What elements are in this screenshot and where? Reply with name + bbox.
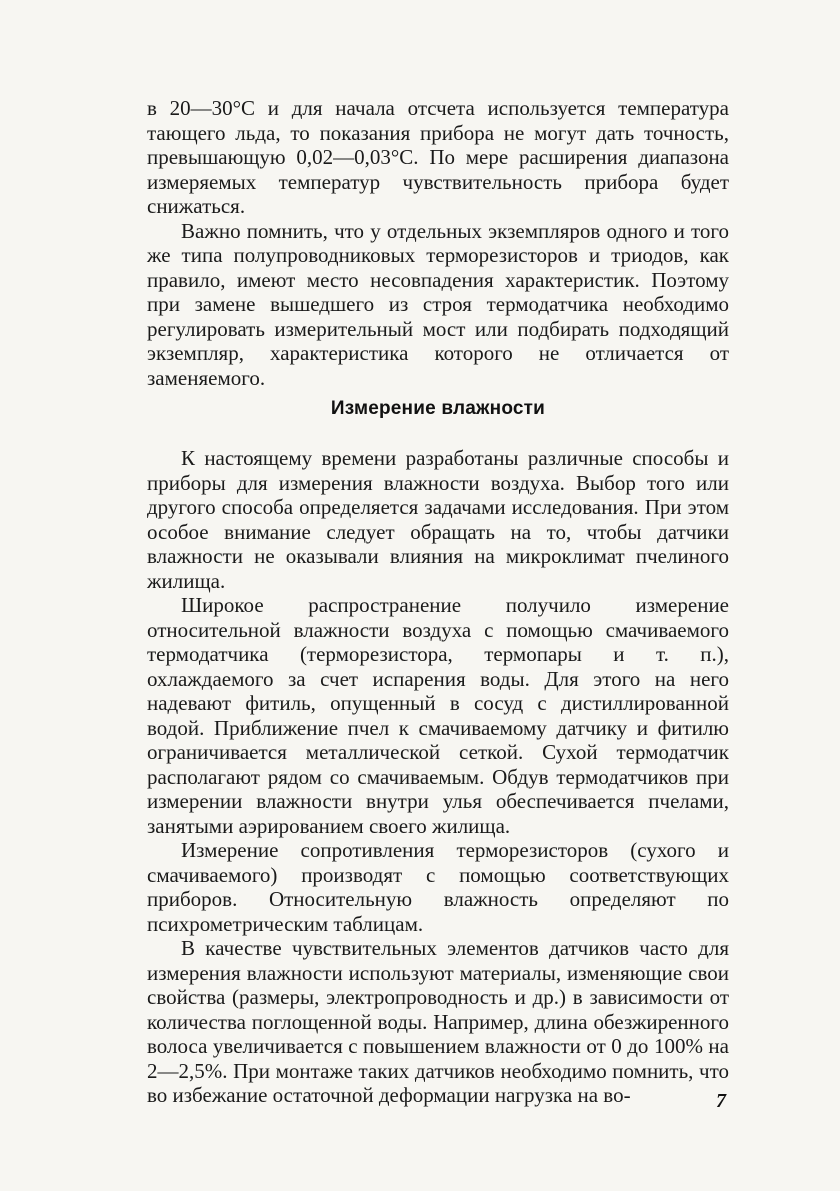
paragraph: Важно помнить, что у отдельных экземпляров одного и того же типа полупроводниковых терморезисторов и триодов, как правило, имеют место несовпадения характеристик. Поэтому при замене вышедшего из строя термодатчика необходимо регулировать измерительный мост или подбирать подходящий экземпляр, характеристика которого не отличается от заменяемого. <box>147 218 729 390</box>
page-number: 7 <box>716 1090 726 1112</box>
paragraph: Широкое распространение получило измерение относительной влажности воздуха с помощью смачиваемого термодатчика (терморезистора, термопары и т. п.), охлаждаемого за счет испарения воды. Для этого на него надевают фитиль, опущенный в сосуд с дистиллированной водой. Приближение пчел к смачиваемому датчику и фитилю ограничивается металлической сеткой. Сухой термодатчик располагают рядом со смачиваемым. Обдув термодатчиков при измерении влажности внутри улья обеспечивается пчелами, занятыми аэрированием своего жилища. <box>147 593 729 838</box>
paragraph: К настоящему времени разработаны различные способы и приборы для измерения влажности воздуха. Выбор того или другого способа определяется задачами исследования. При этом особое внимание следует обращать на то, чтобы датчики влажности не оказывали влияния на микроклимат пчелиного жилища. <box>147 446 729 593</box>
paragraph: Измерение сопротивления терморезисторов (сухого и смачиваемого) производят с помощью соответствующих приборов. Относительную влажность определяют по психрометрическим таблицам. <box>147 838 729 936</box>
paragraph: В качестве чувствительных элементов датчиков часто для измерения влажности используют материалы, изменяющие свои свойства (размеры, электропроводность и др.) в зависимости от количества поглощенной воды. Например, длина обезжиренного волоса увеличивается с повышением влажности от 0 до 100% на 2—2,5%. При монтаже таких датчиков необходимо помнить, что во избежание остаточной деформации нагрузка на во- <box>147 936 729 1107</box>
bottom-text-block <box>147 446 729 1108</box>
paragraph-continuation: в 20—30°С и для начала отсчета используется температура тающего льда, то показания прибора не могут дать точность, превышающую 0,02—0,03°С. По мере расширения диапазона измеряемых температур чувствительность прибора будет снижаться. <box>147 96 729 218</box>
section-heading: Измерение влажности <box>330 398 546 419</box>
top-text-block <box>147 96 729 390</box>
